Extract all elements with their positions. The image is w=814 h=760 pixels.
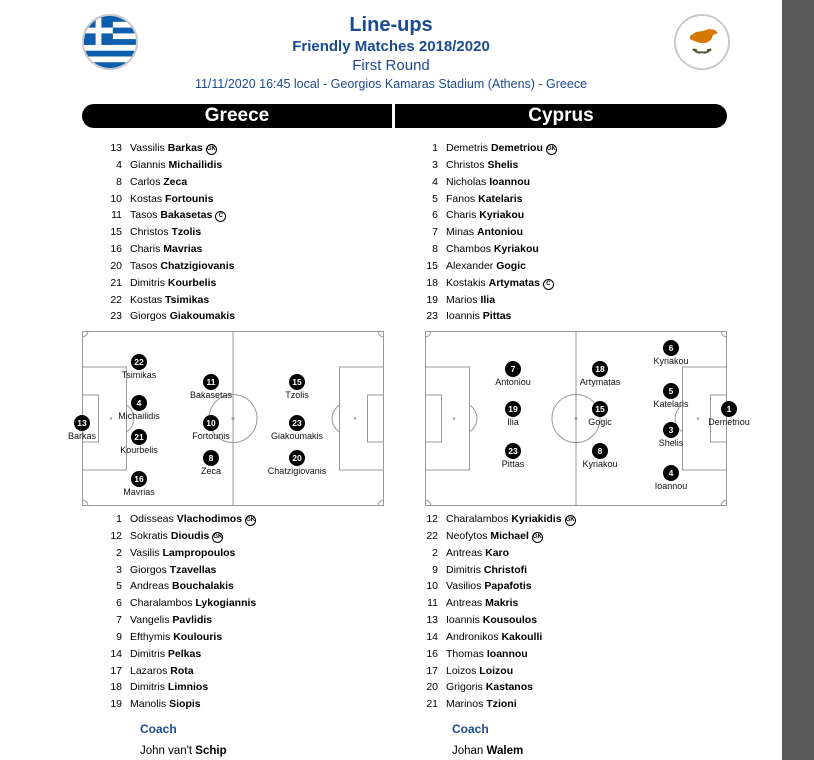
player-first-name: Antreas (446, 546, 483, 559)
pitch-player-marker: 23 (289, 415, 305, 431)
player-number: 16 (426, 647, 438, 660)
pitch-player-label: Artymatas (579, 377, 621, 387)
player-row (96, 528, 256, 545)
player-row (412, 545, 576, 562)
pitch-player-marker: 22 (131, 354, 147, 370)
pitch-player-marker: 19 (505, 401, 521, 417)
away-pitch (425, 331, 750, 506)
player-last-name: Gogic (496, 259, 526, 272)
player-first-name: Thomas (446, 647, 484, 660)
player-first-name: Tasos (130, 259, 158, 272)
player-number: 6 (116, 597, 122, 610)
player-first-name: Ioannis (446, 614, 480, 627)
player-number: 20 (426, 681, 438, 694)
player-row (412, 696, 576, 713)
goalkeeper-badge-icon: GK (245, 515, 256, 526)
away-coach-first: Johan (452, 745, 484, 757)
player-number: 13 (110, 142, 122, 154)
player-last-name: Kastanos (485, 681, 533, 694)
player-row (412, 528, 576, 545)
pitch-player-label: Katelaris (653, 399, 689, 409)
player-first-name: Demetris (446, 142, 489, 154)
player-first-name: Dimitris (130, 681, 165, 694)
player-number: 5 (432, 192, 438, 205)
player-number: 4 (116, 158, 122, 171)
player-first-name: Kostas (130, 192, 163, 205)
player-first-name: Vassilis (130, 142, 165, 154)
player-number: 9 (432, 563, 438, 576)
match-info: 11/11/2020 16:45 local - Georgios Kamaras Stadium (Athens) - Greece (194, 77, 588, 91)
player-number: 20 (110, 259, 122, 272)
player-row (96, 646, 256, 663)
player-row (96, 562, 256, 579)
player-number: 19 (426, 293, 438, 306)
player-row (412, 258, 557, 275)
pitch-player-marker: 15 (289, 374, 305, 390)
player-row (412, 511, 576, 528)
pitch-player-marker: 16 (131, 471, 147, 487)
player-last-name: Artymatas (488, 276, 540, 289)
goalkeeper-badge-icon: GK (546, 144, 557, 155)
player-last-name: Pelkas (167, 647, 202, 660)
player-row (96, 207, 235, 224)
player-first-name: Charis (130, 243, 161, 256)
home-coach-label: Coach (140, 722, 177, 736)
away-coach-name (452, 745, 523, 757)
player-first-name: Charis (446, 209, 477, 222)
player-last-name: Christofi (483, 563, 528, 576)
pitch-player-marker: 15 (592, 401, 608, 417)
pitch-player-label: Tzolis (285, 390, 309, 400)
player-last-name: Barkas (167, 142, 203, 154)
pitch-player-marker: 20 (289, 450, 305, 466)
home-coach-last: Schip (195, 745, 227, 757)
player-row (96, 191, 235, 208)
pitch-player-marker: 4 (663, 465, 679, 481)
player-number: 8 (432, 243, 438, 256)
player-number: 15 (426, 259, 438, 272)
player-number: 21 (110, 276, 122, 289)
player-number: 3 (432, 158, 438, 171)
player-last-name: Loizou (479, 664, 514, 677)
player-number: 10 (426, 580, 438, 593)
pitch-player-marker: 8 (592, 443, 608, 459)
player-number: 5 (116, 580, 122, 593)
player-row (96, 578, 256, 595)
player-number: 19 (110, 698, 122, 711)
player-last-name: Kyriakidis (511, 513, 562, 525)
player-number: 18 (110, 681, 122, 694)
pitch-player-marker: 4 (131, 395, 147, 411)
player-last-name: Katelaris (478, 192, 523, 205)
player-row (412, 157, 557, 174)
pitch-player-marker: 13 (74, 415, 90, 431)
pitch-player-label: Antoniou (495, 377, 531, 387)
player-row (412, 224, 557, 241)
pitch-player-label: Mavrias (123, 487, 155, 497)
player-number: 12 (110, 529, 122, 542)
player-row (96, 258, 235, 275)
pitch-player-label: Kyriakou (653, 356, 689, 366)
goalkeeper-badge-icon: GK (565, 515, 576, 526)
player-last-name: Tzolis (171, 226, 202, 239)
home-pitch (67, 331, 384, 506)
pitch-player-marker: 7 (505, 361, 521, 377)
player-number: 1 (116, 513, 122, 525)
player-first-name: Vasilis (130, 546, 160, 559)
player-first-name: Kostas (130, 293, 163, 306)
home-coach-first: John van't (140, 745, 193, 757)
pitch-player-label: Ilia (507, 417, 519, 427)
pitch-player-label: Chatzigiovanis (267, 466, 327, 476)
player-last-name: Kourbelis (167, 276, 217, 289)
player-number: 4 (432, 175, 438, 188)
player-last-name: Papafotis (484, 580, 532, 593)
player-row (96, 174, 235, 191)
player-last-name: Fortounis (165, 192, 214, 205)
player-last-name: Lykogiannis (195, 597, 257, 610)
away-coach-label: Coach (452, 722, 489, 736)
player-first-name: Marios (446, 293, 478, 306)
player-row (412, 292, 557, 309)
player-first-name: Minas (446, 226, 475, 239)
pitch-player-marker: 6 (663, 340, 679, 356)
player-first-name: Andronikos (446, 630, 499, 643)
player-row (412, 140, 557, 157)
player-row (412, 174, 557, 191)
goalkeeper-badge-icon: GK (532, 532, 543, 543)
pitch-player-marker: 1 (721, 401, 737, 417)
player-number: 6 (432, 209, 438, 222)
pitch-player-marker: 23 (505, 443, 521, 459)
player-last-name: Michael (490, 529, 529, 542)
player-last-name: Antoniou (476, 226, 524, 239)
player-number: 2 (116, 546, 122, 559)
player-row (96, 612, 256, 629)
player-last-name: Zeca (163, 175, 188, 188)
player-first-name: Lazaros (130, 664, 168, 677)
player-last-name: Kyriakou (479, 209, 525, 222)
player-row (412, 562, 576, 579)
pitch-player-marker: 18 (592, 361, 608, 377)
player-first-name: Carlos (130, 175, 161, 188)
player-last-name: Giakoumakis (169, 310, 236, 323)
player-first-name: Charalambos (446, 513, 509, 525)
player-first-name: Sokratis (130, 529, 168, 542)
player-row (412, 629, 576, 646)
player-last-name: Koulouris (173, 630, 223, 643)
player-row (412, 308, 557, 325)
pitch-player-marker: 8 (203, 450, 219, 466)
player-first-name: Andreas (130, 580, 170, 593)
player-row (96, 696, 256, 713)
player-first-name: Charalambos (130, 597, 193, 610)
player-first-name: Odisseas (130, 513, 174, 525)
player-first-name: Grigoris (446, 681, 483, 694)
player-first-name: Christos (130, 226, 169, 239)
home-substitutes-list (96, 511, 256, 713)
player-last-name: Kyriakou (493, 243, 539, 256)
player-last-name: Shelis (487, 158, 519, 171)
player-row (96, 679, 256, 696)
player-first-name: Christos (446, 158, 485, 171)
player-number: 21 (426, 698, 438, 711)
player-last-name: Bouchalakis (172, 580, 234, 593)
away-coach-last: Walem (486, 745, 524, 757)
player-row (96, 308, 235, 325)
player-last-name: Ioannou (489, 175, 531, 188)
player-row (412, 207, 557, 224)
player-first-name: Manolis (130, 698, 167, 711)
player-number: 14 (110, 647, 122, 660)
player-first-name: Giannis (130, 158, 166, 171)
viewer-frame (782, 0, 814, 760)
player-number: 16 (110, 243, 122, 256)
page-title: Line-ups (349, 14, 433, 36)
pitch-player-label: Shelis (658, 438, 684, 448)
home-team-bar: Greece (82, 104, 392, 128)
player-number: 8 (116, 175, 122, 188)
player-last-name: Demetriou (490, 142, 543, 154)
player-number: 15 (110, 226, 122, 239)
player-row (96, 224, 235, 241)
player-first-name: Antreas (446, 597, 483, 610)
player-last-name: Ioannou (486, 647, 528, 660)
pitch-player-label: Zeca (200, 466, 222, 476)
pitch-player-marker: 21 (131, 429, 147, 445)
player-number: 14 (426, 630, 438, 643)
player-row (96, 140, 235, 157)
pitch-player-label: Demetriou (708, 417, 750, 427)
player-row (96, 595, 256, 612)
player-last-name: Ilia (480, 293, 496, 306)
pitch-player-marker: 10 (203, 415, 219, 431)
player-row (412, 241, 557, 258)
player-number: 17 (426, 664, 438, 677)
player-first-name: Marinos (446, 698, 484, 711)
pitch-player-label: Barkas (67, 431, 97, 441)
player-last-name: Tsimikas (165, 293, 210, 306)
player-number: 23 (110, 310, 122, 323)
pitch-player-marker: 3 (663, 422, 679, 438)
captain-badge-icon: C (543, 279, 554, 290)
player-first-name: Giorgos (130, 563, 167, 576)
away-team-bar: Cyprus (395, 104, 727, 128)
pitch-player-label: Tsimikas (121, 370, 157, 380)
player-row (412, 663, 576, 680)
player-row (96, 241, 235, 258)
player-number: 22 (110, 293, 122, 306)
player-row (412, 191, 557, 208)
player-last-name: Chatzigiovanis (160, 259, 235, 272)
player-last-name: Michailidis (168, 158, 223, 171)
player-first-name: Loizos (446, 664, 477, 677)
player-first-name: Neofytos (446, 529, 488, 542)
player-number: 13 (426, 614, 438, 627)
pitch-player-label: Giakoumakis (270, 431, 324, 441)
player-first-name: Dimitris (446, 563, 481, 576)
player-row (412, 612, 576, 629)
pitch-player-label: Bakasetas (189, 390, 233, 400)
player-number: 1 (432, 142, 438, 154)
goalkeeper-badge-icon: GK (206, 144, 217, 155)
player-first-name: Ioannis (446, 310, 480, 323)
player-first-name: Chambos (446, 243, 491, 256)
player-last-name: Lampropoulos (162, 546, 236, 559)
player-first-name: Giorgos (130, 310, 167, 323)
player-number: 12 (426, 513, 438, 525)
player-row (96, 511, 256, 528)
pitch-player-label: Kyriakou (582, 459, 618, 469)
pitch-player-marker: 5 (663, 383, 679, 399)
player-first-name: Tasos (130, 209, 158, 222)
player-number: 3 (116, 563, 122, 576)
player-first-name: Dimitris (130, 276, 165, 289)
home-starters-list (96, 140, 235, 325)
player-number: 10 (110, 192, 122, 205)
pitch-player-label: Ioannou (654, 481, 688, 491)
player-number: 17 (110, 664, 122, 677)
player-last-name: Rota (170, 664, 194, 677)
player-last-name: Bakasetas (160, 209, 213, 222)
player-last-name: Vlachodimos (176, 513, 243, 525)
player-row (412, 679, 576, 696)
goalkeeper-badge-icon: GK (212, 532, 223, 543)
player-first-name: Dimitris (130, 647, 165, 660)
player-number: 2 (432, 546, 438, 559)
pitch-player-label: Michailidis (118, 411, 160, 421)
player-first-name: Kostakis (446, 276, 486, 289)
player-last-name: Kakoulli (501, 630, 543, 643)
player-row (96, 157, 235, 174)
competition-title: Friendly Matches 2018/2020 (292, 38, 490, 55)
player-number: 11 (111, 209, 122, 222)
player-number: 18 (426, 276, 438, 289)
player-last-name: Dioudis (170, 529, 210, 542)
away-starters-list (412, 140, 557, 325)
pitch-player-label: Fortounis (192, 431, 230, 441)
player-first-name: Vasilios (446, 580, 482, 593)
player-row (412, 595, 576, 612)
player-row (96, 292, 235, 309)
pitch-player-marker: 11 (203, 374, 219, 390)
player-row (412, 646, 576, 663)
home-coach-name (140, 745, 227, 757)
player-last-name: Tzavellas (169, 563, 217, 576)
player-last-name: Pavlidis (172, 614, 213, 627)
player-first-name: Nicholas (446, 175, 487, 188)
player-first-name: Fanos (446, 192, 476, 205)
player-first-name: Alexander (446, 259, 494, 272)
player-number: 22 (426, 529, 438, 542)
player-last-name: Tzioni (486, 698, 517, 711)
pitch-player-label: Gogic (588, 417, 612, 427)
player-row (412, 578, 576, 595)
player-last-name: Limnios (167, 681, 209, 694)
player-row (96, 545, 256, 562)
player-number: 11 (427, 597, 438, 610)
pitch-player-label: Pittas (501, 459, 525, 469)
round-title: First Round (352, 57, 430, 74)
player-number: 23 (426, 310, 438, 323)
player-row (96, 663, 256, 680)
player-number: 7 (432, 226, 438, 239)
player-number: 9 (116, 630, 122, 643)
player-last-name: Siopis (169, 698, 201, 711)
captain-badge-icon: C (215, 211, 226, 222)
player-first-name: Vangelis (130, 614, 170, 627)
player-row (96, 629, 256, 646)
player-last-name: Pittas (482, 310, 512, 323)
player-last-name: Mavrias (163, 243, 203, 256)
player-number: 7 (116, 614, 122, 627)
player-last-name: Karo (485, 546, 510, 559)
player-last-name: Makris (485, 597, 519, 610)
player-row (412, 275, 557, 292)
pitch-player-label: Kourbelis (120, 445, 158, 455)
player-last-name: Kousoulos (482, 614, 538, 627)
away-substitutes-list (412, 511, 576, 713)
player-first-name: Efthymis (130, 630, 171, 643)
player-row (96, 275, 235, 292)
